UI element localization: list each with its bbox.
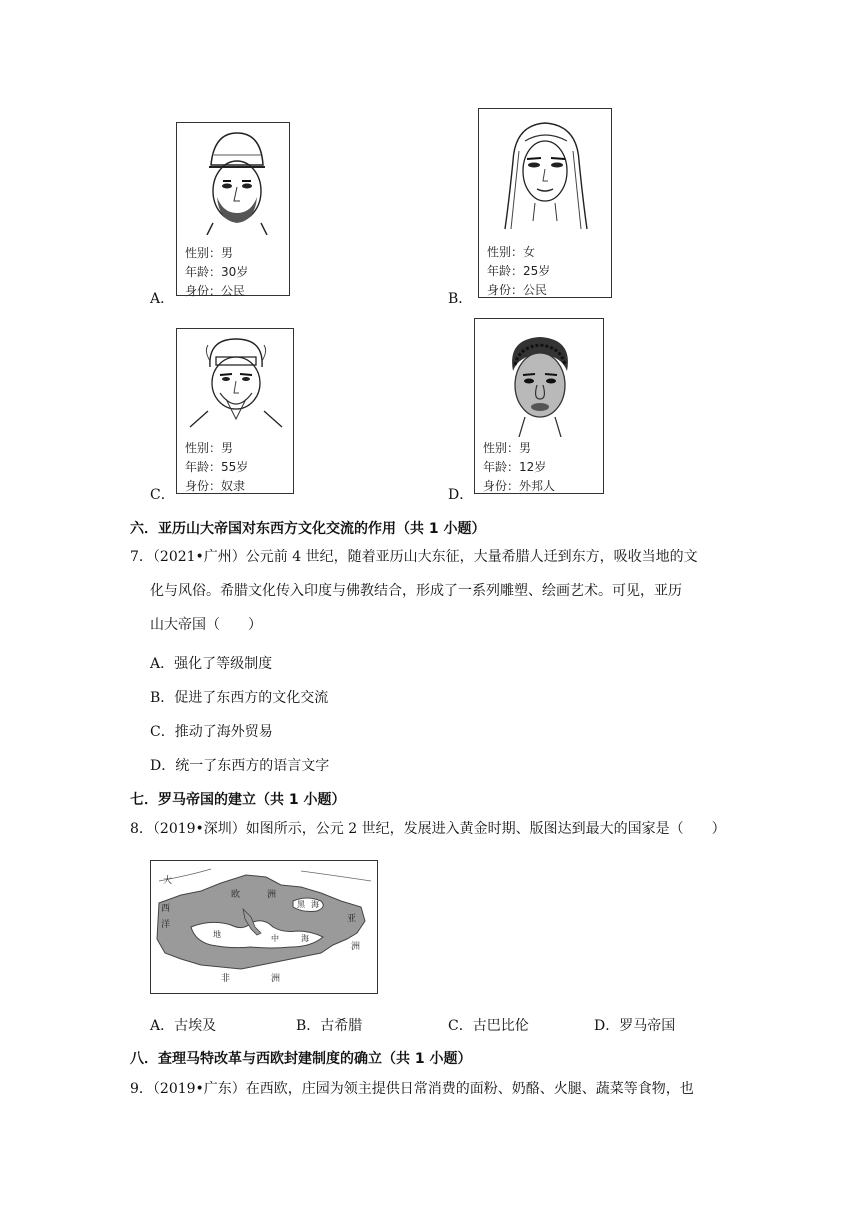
q7-option-a[interactable]: A．强化了等级制度	[150, 656, 273, 672]
portrait-gender: 性别：男	[185, 441, 234, 455]
q8-option-d[interactable]: D．罗马帝国	[594, 1018, 676, 1034]
portrait-card-c	[176, 328, 294, 494]
option-letter-b: B．	[448, 291, 473, 307]
roman-empire-map	[150, 860, 378, 994]
q7-option-d[interactable]: D．统一了东西方的语言文字	[150, 758, 330, 774]
portrait-gender: 性别：男	[185, 246, 234, 260]
q8-option-b[interactable]: B．古希腊	[296, 1018, 363, 1034]
portrait-card-a	[176, 122, 290, 296]
portrait-status: 身份：公民	[185, 284, 246, 298]
map-graphic	[151, 861, 377, 993]
youth-portrait-icon	[485, 325, 595, 437]
option-letter-c: C．	[150, 487, 175, 503]
q9-line-1: 9．（2019•广东）在西欧，庄园为领主提供日常消费的面粉、奶酪、火腿、蔬菜等食物，也	[130, 1081, 694, 1097]
map-label: 欧	[231, 890, 241, 900]
map-label: 海	[311, 900, 319, 909]
man-cap-portrait-icon	[179, 125, 289, 235]
map-label: 海	[301, 934, 309, 943]
portrait-card-d	[474, 318, 604, 494]
old-man-portrait-icon	[180, 331, 290, 431]
q7-option-c[interactable]: C．推动了海外贸易	[150, 724, 273, 740]
map-label: 大	[163, 876, 173, 886]
map-label: 中	[271, 934, 279, 943]
map-label: 洲	[267, 890, 277, 900]
section-7-title: 七．罗马帝国的建立（共 1 小题）	[130, 792, 346, 808]
section-6-title: 六．亚历山大帝国对东西方文化交流的作用（共 1 小题）	[130, 521, 486, 537]
section-8-title: 八．查理马特改革与西欧封建制度的确立（共 1 小题）	[130, 1051, 472, 1067]
portrait-gender: 性别：女	[487, 245, 536, 259]
portrait-status: 身份：奴隶	[185, 479, 246, 493]
map-label: 洲	[271, 974, 281, 984]
map-label: 洲	[351, 942, 361, 952]
woman-portrait-icon	[485, 111, 605, 236]
portrait-gender: 性别：男	[483, 441, 532, 455]
portrait-age: 年龄：25岁	[487, 264, 551, 278]
portrait-status: 身份：外邦人	[483, 479, 556, 493]
portrait-card-b	[478, 108, 612, 298]
map-label: 洋	[161, 920, 171, 930]
map-label: 黑	[297, 900, 305, 909]
q7-option-b[interactable]: B．促进了东西方的文化交流	[150, 690, 329, 706]
portrait-status: 身份：公民	[487, 283, 548, 297]
portrait-age: 年龄：55岁	[185, 460, 249, 474]
q8-option-a[interactable]: A．古埃及	[150, 1018, 217, 1034]
map-label: 亚	[347, 914, 357, 924]
q8-line-1: 8．（2019•深圳）如图所示，公元 2 世纪，发展进入黄金时期、版图达到最大的国家是（ ）	[130, 821, 726, 837]
map-label: 非	[221, 974, 231, 984]
q7-line-2: 化与风俗。希腊文化传入印度与佛教结合，形成了一系列雕塑、绘画艺术。可见，亚历	[150, 583, 682, 599]
map-label: 西	[161, 904, 171, 914]
q7-line-3: 山大帝国（ ）	[150, 617, 262, 633]
option-letter-d: D．	[448, 487, 474, 503]
option-letter-a: A．	[150, 291, 175, 307]
portrait-age: 年龄：12岁	[483, 460, 547, 474]
portrait-age: 年龄：30岁	[185, 265, 249, 279]
q8-option-c[interactable]: C．古巴比伦	[448, 1018, 529, 1034]
q7-line-1: 7．（2021•广州）公元前 4 世纪，随着亚历山大东征，大量希腊人迁到东方，吸收当地的文	[130, 549, 698, 565]
map-label: 地	[213, 930, 221, 939]
